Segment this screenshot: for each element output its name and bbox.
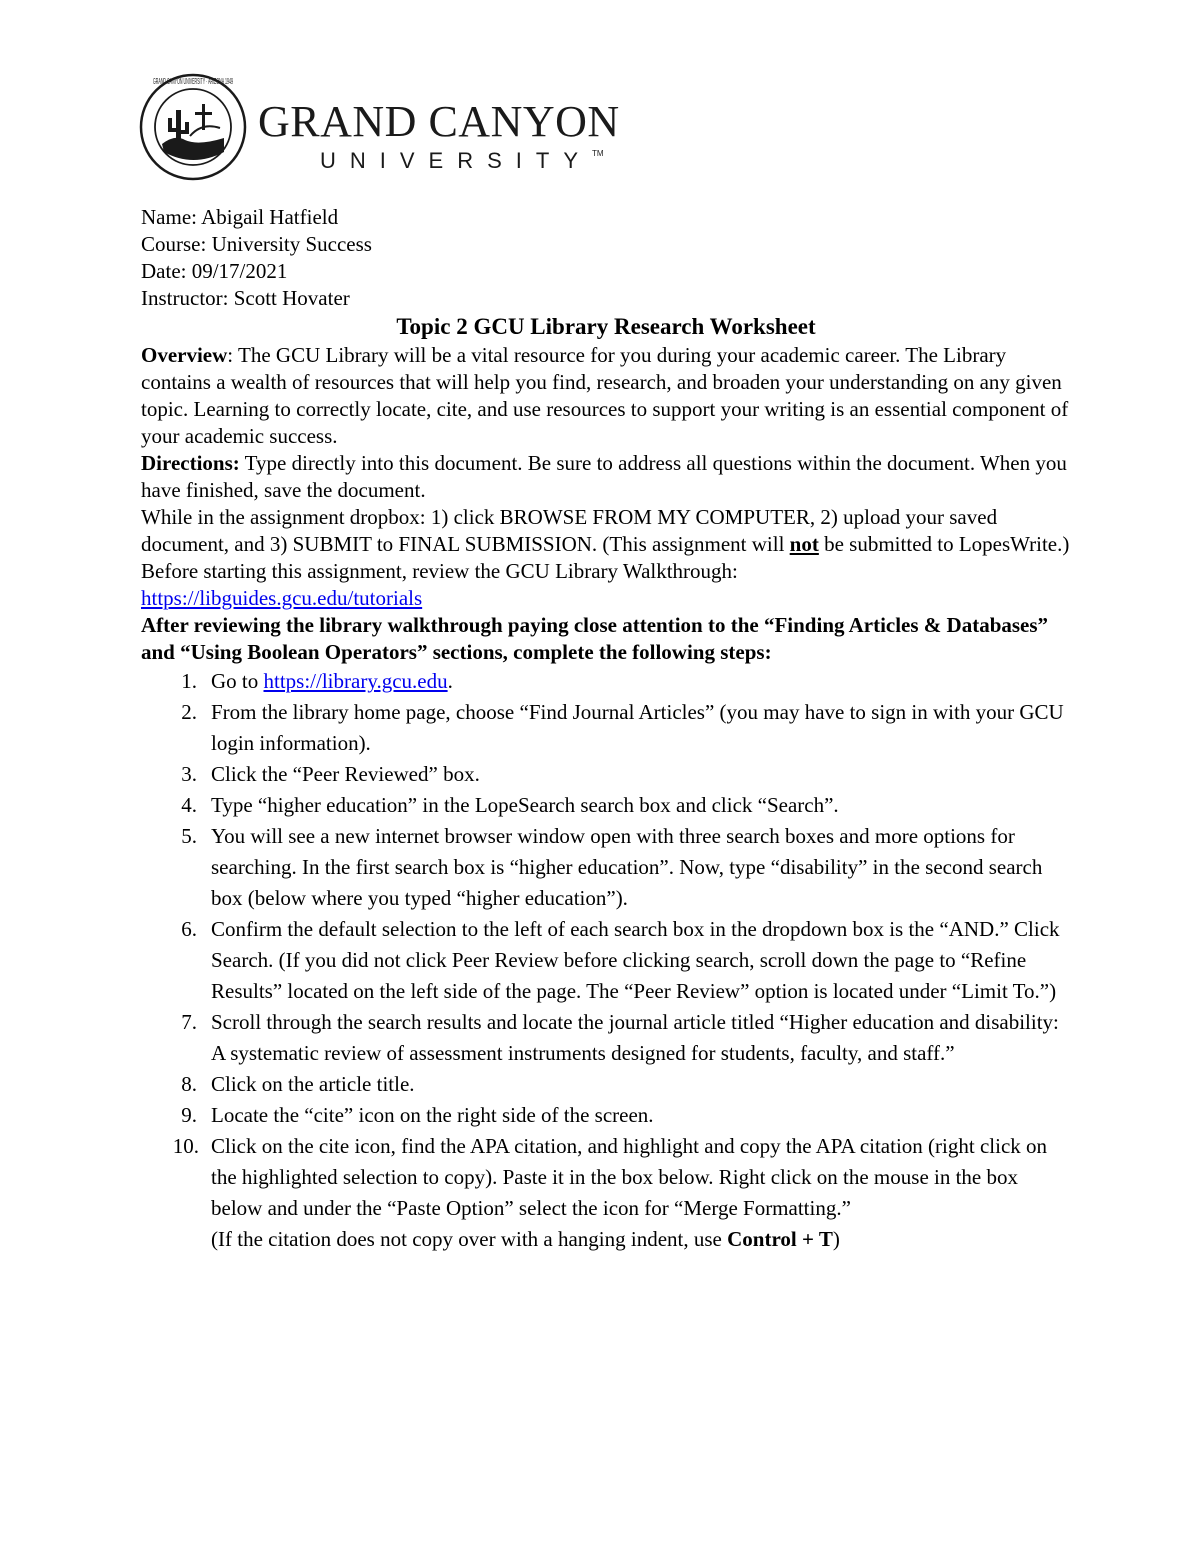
note-shortcut: Control + T: [727, 1227, 833, 1251]
step-number: 6.: [181, 917, 197, 941]
list-item: [141, 1131, 1071, 1224]
gcu-logo: [140, 72, 620, 182]
directions-text: Type directly into this document. Be sure to address all questions within the document. When you have finished, save the document.: [141, 451, 1067, 502]
step-text: You will see a new internet browser window open with three search boxes and more options for searching. In the first search box is “higher education”. Now, type “disability” in the second search box (below where you typed “higher education”).: [211, 824, 1043, 910]
step-number: 5.: [181, 824, 197, 848]
note-text-before: (If the citation does not copy over with a hanging indent, use: [211, 1227, 728, 1251]
wordmark-line2: [320, 150, 604, 172]
step-text: Click on the article title.: [211, 1072, 415, 1096]
list-item: [141, 1007, 1071, 1069]
hanging-indent-note: [141, 1224, 1071, 1255]
instructions-heading-text: After reviewing the library walkthrough paying close attention to the “Finding Articles & Databases” and “Using Boolean Operators” sections, complete the following steps:: [141, 613, 1049, 664]
walkthrough-text: Before starting this assignment, review the GCU Library Walkthrough:: [141, 559, 738, 583]
step-text: Locate the “cite” icon on the right side of the screen.: [211, 1103, 654, 1127]
step-number: 8.: [181, 1072, 197, 1096]
instructor: Instructor: Scott Hovater: [141, 286, 350, 310]
dropbox-text-after: be submitted to LopesWrite.): [818, 532, 1070, 556]
list-item: [141, 697, 1071, 759]
step-number: 2.: [181, 700, 197, 724]
dropbox-paragraph: [141, 504, 1071, 558]
step-text: Go to: [211, 669, 264, 693]
overview-label: Overview: [141, 343, 228, 367]
directions-label: Directions:: [141, 451, 240, 475]
step-text: Confirm the default selection to the left of each search box in the dropdown box is the “AND.” Click Search. (If you did not click Peer Review before clicking search, scroll down the page to “Refine Results” located on the left side of the page. The “Peer Review” option is located under “Limit To.”): [211, 917, 1060, 1003]
list-item: [141, 821, 1071, 914]
dropbox-text-before: While in the assignment dropbox: 1) click BROWSE FROM MY COMPUTER, 2) upload your saved document, and 3) SUBMIT to FINAL SUBMISSION. (This assignment will: [141, 505, 998, 556]
step-number: 9.: [181, 1103, 197, 1127]
step-text: Scroll through the search results and locate the journal article titled “Higher education and disability: A systematic review of assessment instruments designed for students, faculty, and staff.”: [211, 1010, 1059, 1065]
steps-list: [141, 666, 1071, 1224]
step-text: Click on the cite icon, find the APA citation, and highlight and copy the APA citation (right click on the highlighted selection to copy). Paste it in the box below. Right click on the mouse in the box below and under the “Paste Option” select the icon for “Merge Formatting.”: [211, 1134, 1048, 1220]
step-text: Click the “Peer Reviewed” box.: [211, 762, 480, 786]
step-number: 4.: [181, 793, 197, 817]
note-text-after: ): [832, 1227, 840, 1251]
list-item: [141, 666, 1071, 697]
walkthrough-paragraph: [141, 558, 1071, 612]
seal-text: GRAND CANYON UNIVERSITY · ARIZONA 1949: [153, 77, 234, 86]
list-item: [141, 1069, 1071, 1100]
page-title: Topic 2 GCU Library Research Worksheet: [396, 314, 816, 339]
walkthrough-link[interactable]: https://libguides.gcu.edu/tutorials: [141, 586, 423, 610]
list-item: [141, 790, 1071, 821]
overview-paragraph: [141, 342, 1071, 450]
course: Course: University Success: [141, 232, 372, 256]
step-number: 3.: [181, 762, 197, 786]
document-body: [141, 204, 1071, 1255]
date: Date: 09/17/2021: [141, 259, 288, 283]
overview-text: : The GCU Library will be a vital resource for you during your academic career. The Library contains a wealth of resources that will help you find, research, and broaden your understanding on any given topic. Learning to correctly locate, cite, and use resources to support your writing is an essential component of your academic success.: [141, 343, 1069, 448]
step-text: From the library home page, choose “Find Journal Articles” (you may have to sign in with your GCU login information).: [211, 700, 1064, 755]
university-seal-icon: [140, 72, 250, 182]
list-item: [141, 1100, 1071, 1131]
directions-paragraph: [141, 450, 1071, 504]
library-link[interactable]: https://library.gcu.edu: [263, 669, 448, 693]
step-number: 7.: [181, 1010, 197, 1034]
step-text: Type “higher education” in the LopeSearch search box and click “Search”.: [211, 793, 839, 817]
step-text-after: .: [447, 669, 453, 693]
list-item: [141, 759, 1071, 790]
dropbox-not: not: [789, 532, 819, 556]
step-number: 1.: [181, 669, 197, 693]
instructions-heading: [141, 612, 1071, 666]
wordmark-line2-text: UNIVERSITY: [320, 148, 593, 173]
student-name: Name: Abigail Hatfield: [141, 205, 339, 229]
list-item: [141, 914, 1071, 1007]
trademark: TM: [592, 149, 604, 158]
wordmark-line1: GRAND CANYON: [258, 97, 620, 146]
step-number: 10.: [172, 1134, 199, 1158]
